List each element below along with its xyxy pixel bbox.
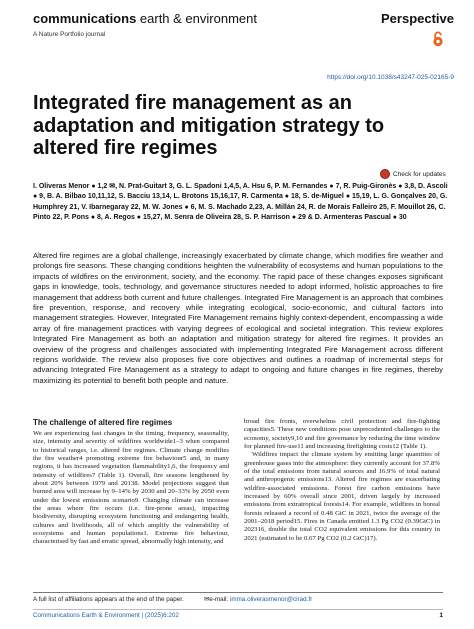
author-list: I. Oliveras Menor ● 1,2 ✉, N. Prat-Guitart 3, G. L. Spadoni 1,4,5, A. Hsu 6, P. M. Fernandes ● 7, R. Puig-Gironès ● 3,8, D. Ascoli ● 9, B. A. Bilbao 10,11,12, S. Bacciu 13,14, L. Brotons 15,16,17, R. Carmenta ● 18, S. de-Miguel ● 15,19, L. G. Gonçalves 20, G. Humphrey 21, V. Ibarnegaray 22, M. W. Jones ● 6, M. S. Machado 2,23, A. Millán 24, R. de Morais Falleiro 25, F. Mouillot 26, C. Pinto 22, P. Pons ● 8, A. Regos ● 15,27, M. Senra de Oliveira 28, S. P. Harrison ● 29 & D. Armenteras Pascual ● 30 (33, 183, 448, 221)
body-paragraph: We are experiencing fast changes in the timing, frequency, seasonality, size, intensity and severity of wildfires worldwide1–3 when compared to historical ranges, i.e. altered fire regimes. Climate change modifies the fire weather4 promoting extreme fire behaviour5 and, in many regions, it has increased vegetation flammability1,6, the frequency and intensity of wildfires7 (Table 1). Overall, fire seasons lengthened by about 20% between 1979 and 20138. Model projections suggest that burned area will increase by 9–14% by 2030 and 20–33% by 2050 even under the lowest emissions scenario9. Changing climate can increase the areas where fire occurs (i.e. fire-prone areas), impacting biodiversity, disrupting ecosystem functioning and endangering health, cultures and livelihoods, all of which amplify the vulnerability of ecosystems and human populations1. Extreme fire behaviour, characterised by fast and erratic spread, abnormally high intensity, and (33, 430, 229, 546)
corresponding-email (204, 596, 312, 603)
check-updates-icon (380, 169, 390, 179)
article-type: Perspective (381, 11, 454, 26)
section-heading: The challenge of altered fire regimes (33, 418, 173, 427)
footer-divider (33, 609, 443, 610)
journal-citation: Communications Earth & Environment | (2025)6:202 (33, 612, 179, 619)
journal-name (33, 11, 257, 26)
affiliations-note: A full list of affiliations appears at the end of the paper. (33, 596, 184, 603)
open-access-lock-icon (432, 31, 444, 47)
email-label: ✉e-mail: (204, 596, 230, 603)
journal-name-rest: earth & environment (136, 11, 257, 26)
article-title: Integrated fire management as an adaptation and mitigation strategy to altered fire regimes (33, 92, 385, 159)
page-number: 1 (439, 612, 443, 619)
body-right-column (244, 418, 440, 543)
body-paragraph: Wildfires impact the climate system by emitting large quantities of greenhouse gases into the atmosphere: they currently account for 37.8% of the total emissions from natural sources and 16.9% of total natural and anthropogenic emissions13. Altered fire regimes are exacerbating wildfire-associated emissions. Forest fire carbon emissions have increased by 60% overall since 2001, driven largely by increased emissions from extratropical forests14. For example, wildfires in boreal forests released a record of 0.48 GtC in 2021, twice the average of the 2001–2018 period15. Fires in Canada emitted 1.3 Pg CO2 (0.39GtC) in 202316, double the total CO2 equivalent emissions for this country in 2021 (estimated to be 0.67 Pg CO2 (0.2 GtC)17). (244, 451, 440, 542)
body-left-column (33, 418, 229, 547)
body-paragraph: broad fire fronts, overwhelms civil protection and fire-fighting capacities5. These new conditions pose unprecedented challenges to the economy, society9,10 and fire governance by reducing the time window for planned fire-use11 and increasing firefighting costs12 (Table 1). (244, 418, 440, 451)
journal-name-bold: communications (33, 11, 137, 26)
footnote-divider (33, 592, 443, 593)
check-for-updates-button[interactable] (380, 169, 446, 179)
doi-link[interactable]: https://doi.org/10.1038/s43247-025-02165-9 (327, 74, 454, 81)
email-link[interactable]: imma.oliverasmenor@cirad.fr (229, 596, 313, 603)
publisher-line: A Nature Portfolio journal (33, 31, 106, 38)
abstract: Altered fire regimes are a global challenge, increasingly exacerbated by climate change, which modifies fire weather and prolongs fire seasons. These changing conditions heighten the vulnerability of ecosystems and human populations to the impacts of wildfires on the environment, society, and the economy. The rapid pace of these changes exposes significant gaps in knowledge, tools, technology, and governance structures needed to adopt informed, holistic approaches to fire management that address both current and future challenges. Integrated Fire Management is an approach that combines fire prevention, response, and recovery while integrating ecological, socio-economic, and cultural factors into management strategies. However, Integrated Fire Management remains highly context-dependent, encompassing a wide array of fire management practices with varying degrees of ecological and societal integration. This review explores Integrated Fire Management as both an adaptation and mitigation strategy for altered fire regimes. It provides an overview of the progress and challenges associated with implementing Integrated Fire Management across different regions worldwide. The review also proposes five core objectives and outlines a roadmap of incremental steps for advancing Integrated Fire Management as a strategy to adapt to ongoing and future changes in fire regimes, thereby maximizing its potential to benefit both people and nature. (33, 251, 443, 385)
check-updates-label: Check for updates (393, 170, 446, 178)
